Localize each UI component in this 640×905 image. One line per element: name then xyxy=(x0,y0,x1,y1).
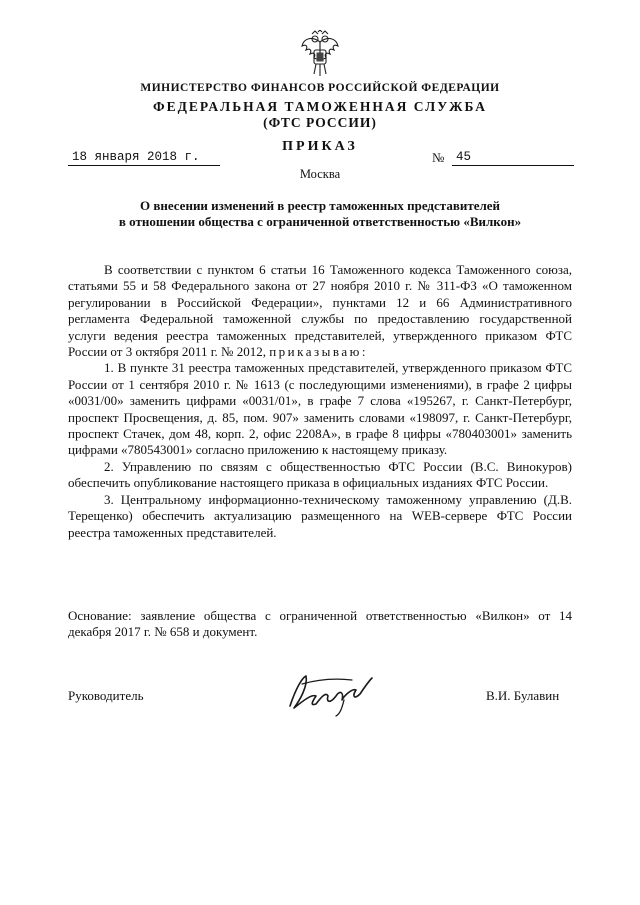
order-title xyxy=(60,198,580,230)
order-title-line-2: в отношении общества с ограниченной ответственностью «Вилкон» xyxy=(118,214,522,229)
item-1: 1. В пункте 31 реестра таможенных представителей, утвержденного приказом ФТС России от 1 сентября 2010 г. № 1613 (с последующими изменениями), в графе 2 цифры «0031/00» заменить цифрами «0031/01», в графе 7 слова «195267, г. Санкт-Петербург, проспект Просвещения, д. 85, пом. 907» заменить словами «198097, г. Санкт-Петербург, проспект Стачек, дом 48, корп. 2, офис 2208А», в графе 8 цифры «780403001» заменить цифрами «780543001» согласно приложению к настоящему приказу. xyxy=(68,360,572,458)
handwritten-signature xyxy=(282,666,378,718)
intro-text: В соответствии с пунктом 6 статьи 16 Таможенного кодекса Таможенного союза, статьями 55 и 58 Федерального закона от 27 ноября 2010 г. № 311-ФЗ «О таможенном регулировании в Российской Федерации», пунктами 12 и 66 Административного регламента Федеральной таможенной службы по предоставлению государственной услуги ведения реестра таможенных представителей, утвержденного приказом ФТС России от 3 октября 2011 г. № 2012, xyxy=(68,262,572,360)
basis-paragraph: Основание: заявление общества с ограниченной ответственностью «Вилкон» от 14 декабря 2017 г. № 658 и документ. xyxy=(68,608,572,640)
ministry-name: МИНИСТЕРСТВО ФИНАНСОВ РОССИЙСКОЙ ФЕДЕРАЦИИ xyxy=(140,82,500,94)
item-3: 3. Центральному информационно-техническому таможенному управлению (Д.В. Терещенко) обеспечить актуализацию размещенного на WEB-сервере ФТС России реестра таможенных представителей. xyxy=(68,491,572,540)
order-title-line-1: О внесении изменений в реестр таможенных представителей xyxy=(139,198,501,213)
city: Москва xyxy=(299,167,341,181)
item-2: 2. Управлению по связям с общественностью ФТС России (В.С. Винокуров) обеспечить опубликование настоящего приказа в официальных изданиях ФТС России. xyxy=(68,458,572,491)
document-type: ПРИКАЗ xyxy=(282,139,358,154)
signer-role: Руководитель xyxy=(68,688,144,703)
order-number: 45 xyxy=(452,150,574,166)
intro-paragraph xyxy=(68,262,572,360)
order-body xyxy=(68,262,572,541)
order-date: 18 января 2018 г. xyxy=(68,150,220,166)
service-name: ФЕДЕРАЛЬНАЯ ТАМОЖЕННАЯ СЛУЖБА xyxy=(153,99,487,114)
decree-word: приказываю: xyxy=(269,344,368,360)
service-short-name: (ФТС РОССИИ) xyxy=(263,115,377,130)
order-number-label: № xyxy=(432,150,445,165)
coat-of-arms-icon xyxy=(298,30,342,78)
signer-name: В.И. Булавин xyxy=(486,688,560,703)
